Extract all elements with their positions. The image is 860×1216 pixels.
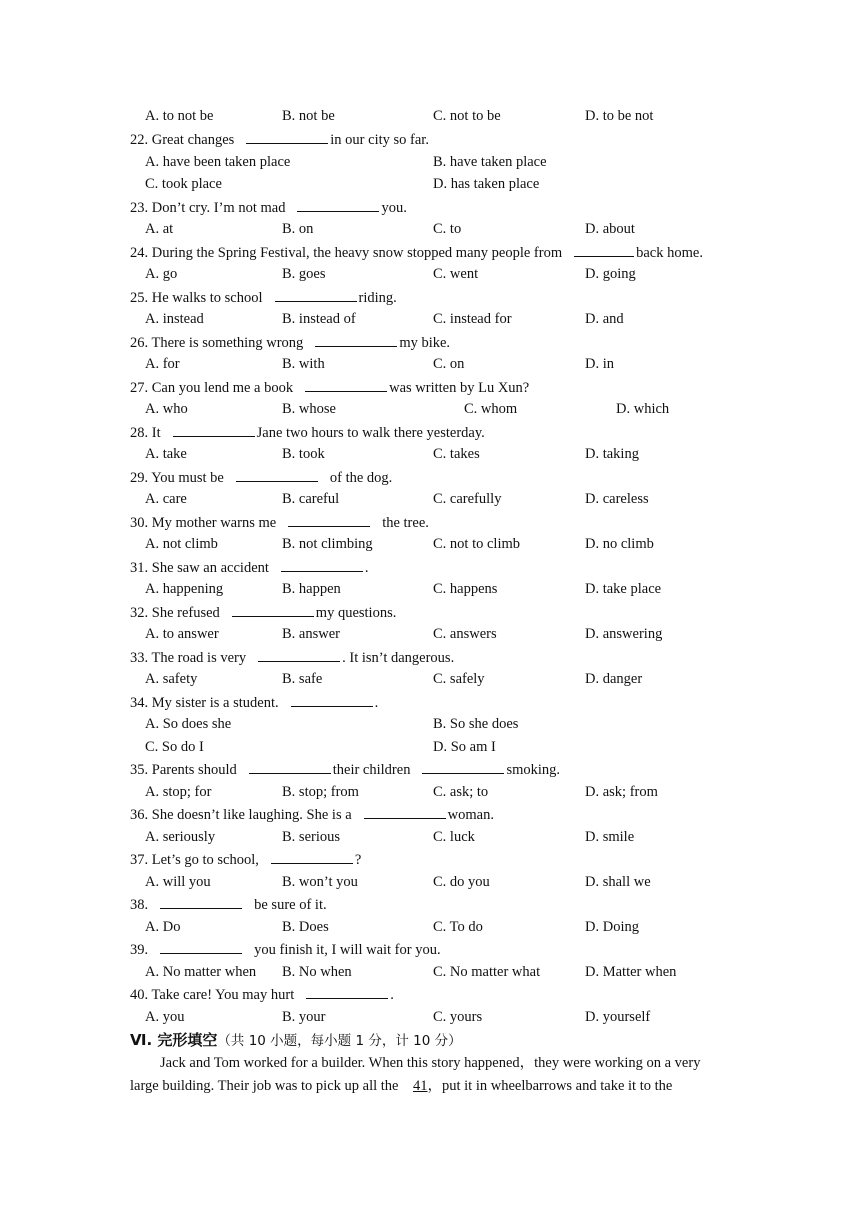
question-29-option-d[interactable]: D. careless — [585, 491, 649, 507]
answer-blank[interactable] — [306, 985, 388, 999]
question-37-option-b[interactable]: B. won’t you — [282, 873, 358, 890]
question-32-stem: 32. She refused — [130, 604, 220, 621]
question-23-options — [145, 220, 745, 238]
passage-line-2-text: large building. Their job was to pick up all the — [130, 1077, 399, 1094]
question-35-options — [145, 783, 745, 801]
question-24-options — [145, 265, 745, 283]
section-title: Ⅵ. 完形填空 — [130, 1031, 218, 1049]
q21-option-c[interactable]: C. not to be — [433, 108, 501, 124]
question-37-tail: ? — [354, 852, 362, 868]
question-38-options — [145, 918, 745, 936]
answer-blank[interactable] — [271, 850, 353, 864]
question-37-stem: 37. Let’s go to school, — [130, 852, 259, 868]
question-26-options — [145, 355, 745, 373]
question-37-option-a[interactable]: A. will you — [145, 873, 211, 890]
q21-option-a[interactable]: A. to not be — [145, 108, 214, 124]
question-36-option-d[interactable]: D. smile — [585, 828, 635, 845]
passage-line-2-rest: ，put it in wheelbarrows and take it to the — [427, 1077, 673, 1094]
question-40-option-a[interactable]: A. you — [145, 1008, 185, 1025]
question-31-options — [145, 580, 745, 598]
cloze-passage — [130, 1052, 732, 1097]
answer-blank[interactable] — [160, 940, 242, 954]
question-33-stem: 33. The road is very — [130, 649, 247, 666]
answer-blank[interactable] — [315, 333, 397, 347]
question-34-options — [145, 738, 745, 756]
question-34-option-b[interactable]: B. So she does — [433, 716, 519, 732]
question-35 — [130, 760, 560, 779]
question-39-options — [145, 963, 745, 981]
question-36-stem: 36. She doesn’t like laughing. She is a — [130, 807, 352, 823]
question-35-option-d[interactable]: D. ask; from — [585, 783, 658, 800]
question-33-tail: . It isn’t dangerous. — [342, 649, 455, 666]
question-31-option-d[interactable]: D. take place — [585, 581, 662, 597]
question-31-stem: 31. She saw an accident — [130, 559, 269, 576]
question-36 — [130, 805, 494, 824]
question-25-option-a[interactable]: A. instead — [145, 311, 204, 327]
question-22-option-c[interactable]: C. took place — [145, 176, 222, 192]
question-26 — [130, 333, 450, 352]
question-31-option-a[interactable]: A. happening — [145, 581, 224, 597]
question-29-option-a[interactable]: A. care — [145, 491, 187, 507]
question-39-option-d[interactable]: D. Matter when — [585, 963, 677, 980]
question-40-option-b[interactable]: B. your — [282, 1008, 326, 1025]
question-30-options — [145, 535, 745, 553]
question-37-option-c[interactable]: C. do you — [433, 873, 490, 890]
section-heading — [130, 1030, 462, 1051]
question-36-option-b[interactable]: B. serious — [282, 828, 340, 845]
question-32-options — [145, 625, 745, 643]
question-34-options — [145, 715, 745, 733]
question-28-option-b[interactable]: B. took — [282, 446, 325, 462]
question-27-option-a[interactable]: A. who — [145, 401, 188, 417]
question-40-option-c[interactable]: C. yours — [433, 1008, 483, 1025]
question-26-tail: my bike. — [399, 334, 451, 351]
question-33-option-a[interactable]: A. safety — [145, 671, 198, 687]
question-26-option-c[interactable]: C. on — [433, 356, 465, 372]
question-30-option-d[interactable]: D. no climb — [585, 536, 654, 552]
answer-blank[interactable] — [422, 760, 504, 774]
answer-blank[interactable] — [160, 895, 242, 909]
question-35-tail: smoking. — [506, 762, 561, 778]
blank-41[interactable]: 41 — [412, 1077, 428, 1094]
question-38-option-a[interactable]: A. Do — [145, 918, 181, 935]
question-27-options — [145, 400, 745, 418]
question-38-stem: 38. — [130, 897, 149, 913]
question-24-option-c[interactable]: C. went — [433, 266, 479, 282]
question-27-stem: 27. Can you lend me a book — [130, 379, 294, 396]
question-26-option-b[interactable]: B. with — [282, 356, 325, 372]
question-33-option-b[interactable]: B. safe — [282, 671, 323, 687]
question-37 — [130, 850, 361, 869]
q21-options — [145, 107, 745, 125]
question-39-option-a[interactable]: A. No matter when — [145, 963, 257, 980]
question-39 — [130, 940, 441, 959]
question-30-option-a[interactable]: A. not climb — [145, 536, 218, 552]
section-note: （共 10 小题，每小题 1 分，计 10 分） — [217, 1033, 462, 1049]
question-33-option-c[interactable]: C. safely — [433, 671, 485, 687]
question-35-mid: their children — [332, 762, 411, 778]
answer-blank[interactable] — [364, 805, 446, 819]
answer-blank[interactable] — [249, 760, 331, 774]
question-22-option-a[interactable]: A. have been taken place — [145, 153, 291, 170]
question-33 — [130, 648, 454, 667]
question-40-option-d[interactable]: D. yourself — [585, 1008, 651, 1025]
question-38-option-d[interactable]: D. Doing — [585, 918, 639, 935]
question-29-stem: 29. You must be — [130, 469, 224, 486]
question-33-option-d[interactable]: D. danger — [585, 671, 643, 687]
question-23 — [130, 198, 407, 217]
question-27-option-c[interactable]: C. whom — [464, 401, 518, 417]
passage-line-2 — [130, 1075, 732, 1098]
question-27-option-d[interactable]: D. which — [616, 401, 670, 417]
question-22-option-b[interactable]: B. have taken place — [433, 153, 547, 170]
question-22-stem: 22. Great changes — [130, 132, 235, 148]
question-30-tail: the tree. — [382, 514, 429, 531]
question-32-option-a[interactable]: A. to answer — [145, 626, 219, 642]
question-36-option-c[interactable]: C. luck — [433, 828, 475, 845]
question-33-options — [145, 670, 745, 688]
question-25-tail: riding. — [358, 289, 397, 306]
question-39-option-c[interactable]: C. No matter what — [433, 963, 541, 980]
question-35-stem: 35. Parents should — [130, 762, 237, 778]
question-34-tail: . — [374, 694, 379, 711]
question-39-option-b[interactable]: B. No when — [282, 963, 352, 980]
question-30-option-b[interactable]: B. not climbing — [282, 536, 373, 552]
question-22-tail: in our city so far. — [330, 132, 429, 148]
question-34 — [130, 693, 378, 712]
question-25-option-d[interactable]: D. and — [585, 311, 624, 327]
question-28-stem: 28. It — [130, 424, 161, 441]
answer-blank[interactable] — [297, 198, 379, 212]
question-23-option-b[interactable]: B. on — [282, 221, 314, 237]
answer-blank[interactable] — [281, 558, 363, 572]
question-30 — [130, 513, 429, 532]
question-34-option-a[interactable]: A. So does she — [145, 716, 232, 732]
question-36-tail: woman. — [447, 807, 494, 823]
answer-blank[interactable] — [574, 243, 634, 257]
question-27 — [130, 378, 529, 397]
question-23-option-c[interactable]: C. to — [433, 221, 462, 237]
question-34-option-c[interactable]: C. So do I — [145, 738, 204, 755]
question-31-option-c[interactable]: C. happens — [433, 581, 498, 597]
answer-blank[interactable] — [232, 603, 314, 617]
question-28-options — [145, 445, 745, 463]
question-32-option-b[interactable]: B. answer — [282, 626, 340, 642]
question-27-option-b[interactable]: B. whose — [282, 401, 336, 417]
question-22 — [130, 130, 429, 149]
question-40-stem: 40. Take care! You may hurt — [130, 987, 295, 1003]
question-28-option-a[interactable]: A. take — [145, 446, 187, 462]
question-26-option-d[interactable]: D. in — [585, 356, 614, 372]
question-23-tail: you. — [381, 199, 407, 216]
question-24-option-a[interactable]: A. go — [145, 266, 178, 282]
question-34-stem: 34. My sister is a student. — [130, 694, 279, 711]
question-31-option-b[interactable]: B. happen — [282, 581, 341, 597]
question-38-option-b[interactable]: B. Does — [282, 918, 329, 935]
question-25 — [130, 288, 397, 307]
question-22-options — [145, 175, 745, 193]
question-25-option-b[interactable]: B. instead of — [282, 311, 356, 327]
question-39-stem: 39. — [130, 942, 149, 958]
question-24-option-d[interactable]: D. going — [585, 266, 636, 282]
question-24-option-b[interactable]: B. goes — [282, 266, 326, 282]
question-32-option-c[interactable]: C. answers — [433, 626, 497, 642]
question-24 — [130, 243, 703, 262]
question-32-option-d[interactable]: D. answering — [585, 626, 663, 642]
question-29-option-c[interactable]: C. carefully — [433, 491, 502, 507]
question-27-tail: was written by Lu Xun? — [389, 379, 530, 396]
answer-blank[interactable] — [236, 468, 318, 482]
question-37-options — [145, 873, 745, 891]
question-29-option-b[interactable]: B. careful — [282, 491, 340, 507]
question-36-option-a[interactable]: A. seriously — [145, 828, 216, 845]
answer-blank[interactable] — [246, 130, 328, 144]
question-24-tail: back home. — [636, 244, 703, 261]
q21-option-d[interactable]: D. to be not — [585, 108, 654, 124]
question-40-options — [145, 1008, 745, 1026]
question-25-options — [145, 310, 745, 328]
question-28-tail: Jane two hours to walk there yesterday. — [256, 424, 485, 441]
question-35-option-a[interactable]: A. stop; for — [145, 783, 212, 800]
question-29 — [130, 468, 392, 487]
question-30-option-c[interactable]: C. not to climb — [433, 536, 520, 552]
question-29-options — [145, 490, 745, 508]
question-39-tail: you finish it, I will wait for you. — [254, 942, 441, 958]
question-40 — [130, 985, 394, 1004]
q21-option-b[interactable]: B. not be — [282, 108, 335, 124]
question-25-option-c[interactable]: C. instead for — [433, 311, 512, 327]
question-40-tail: . — [390, 987, 394, 1003]
answer-blank[interactable] — [305, 378, 387, 392]
question-38 — [130, 895, 327, 914]
answer-blank[interactable] — [275, 288, 357, 302]
question-35-option-b[interactable]: B. stop; from — [282, 783, 359, 800]
question-30-stem: 30. My mother warns me — [130, 514, 277, 531]
question-32-tail: my questions. — [315, 604, 397, 621]
question-23-option-d[interactable]: D. about — [585, 221, 635, 237]
answer-blank[interactable] — [288, 513, 370, 527]
question-26-stem: 26. There is something wrong — [130, 334, 304, 351]
question-38-option-c[interactable]: C. To do — [433, 918, 483, 935]
answer-blank[interactable] — [291, 693, 373, 707]
question-38-tail: be sure of it. — [254, 897, 327, 913]
question-23-option-a[interactable]: A. at — [145, 221, 174, 237]
question-31 — [130, 558, 369, 577]
question-22-options — [145, 153, 745, 171]
question-28 — [130, 423, 485, 442]
question-26-option-a[interactable]: A. for — [145, 356, 180, 372]
question-22-option-d[interactable]: D. has taken place — [433, 176, 540, 192]
answer-blank[interactable] — [173, 423, 255, 437]
question-24-stem: 24. During the Spring Festival, the heavy snow stopped many people from — [130, 244, 563, 261]
question-28-option-d[interactable]: D. taking — [585, 446, 639, 462]
question-25-stem: 25. He walks to school — [130, 289, 263, 306]
question-32 — [130, 603, 396, 622]
answer-blank[interactable] — [258, 648, 340, 662]
question-37-option-d[interactable]: D. shall we — [585, 873, 651, 890]
question-29-tail: of the dog. — [329, 469, 393, 486]
question-35-option-c[interactable]: C. ask; to — [433, 783, 489, 800]
passage-line-1: Jack and Tom worked for a builder. When this story happened，they were working on a very — [160, 1055, 701, 1071]
question-23-stem: 23. Don’t cry. I’m not mad — [130, 199, 286, 216]
question-31-tail: . — [364, 559, 369, 576]
question-34-option-d[interactable]: D. So am I — [433, 738, 496, 755]
question-28-option-c[interactable]: C. takes — [433, 446, 480, 462]
question-36-options — [145, 828, 745, 846]
